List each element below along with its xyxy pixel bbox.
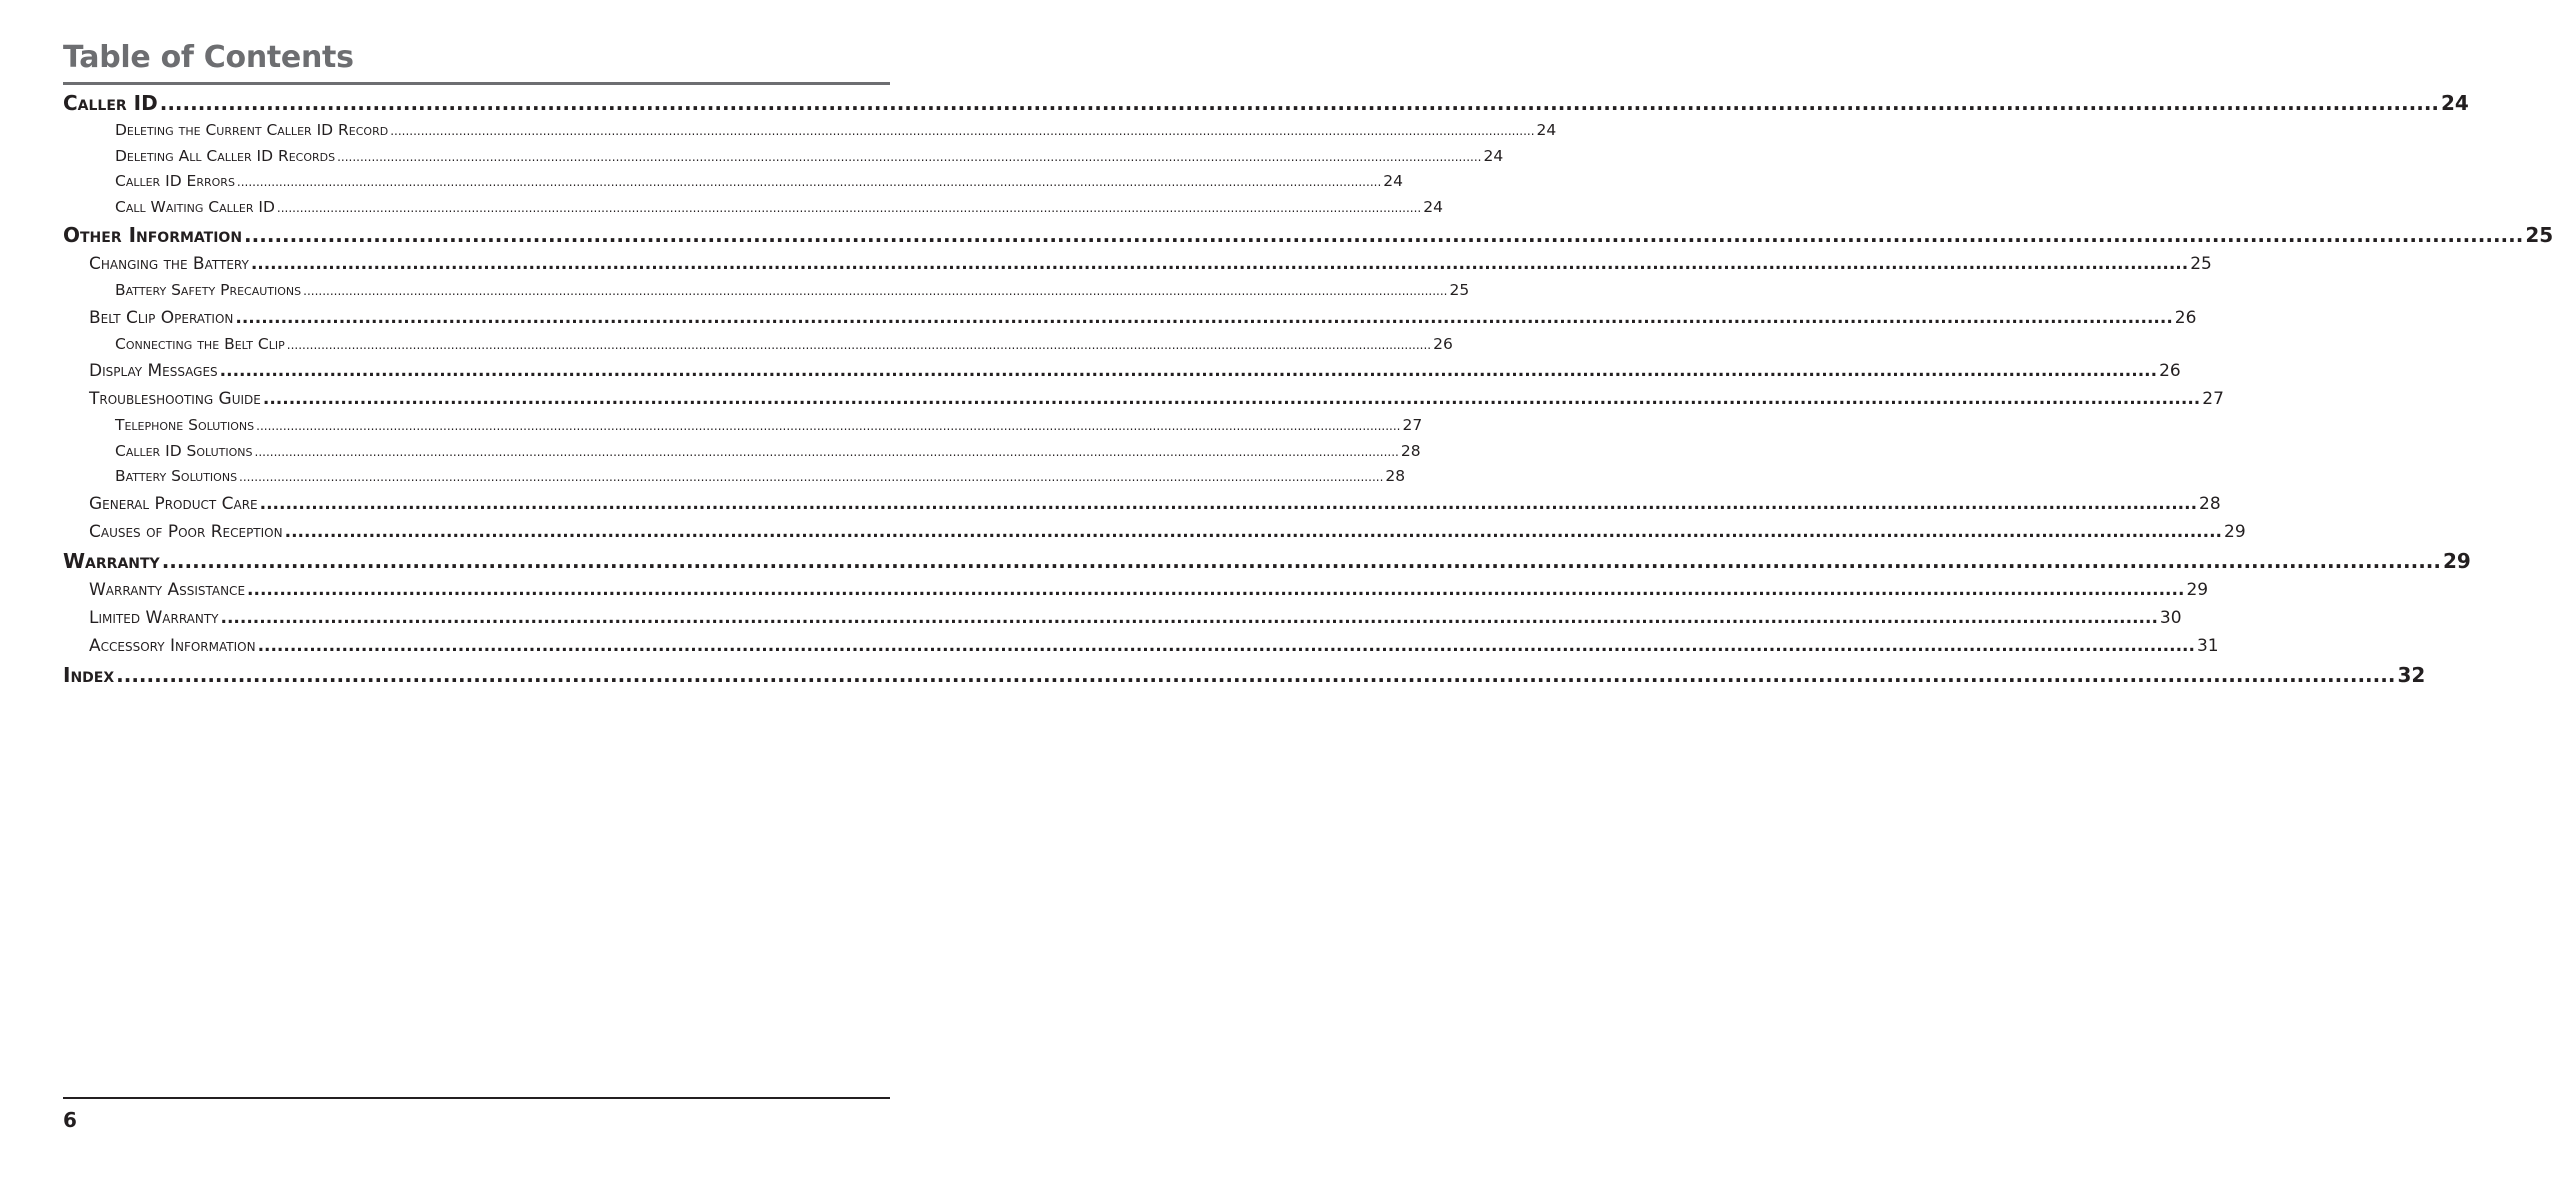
dot-leader: ............................................................................................................................................................................................................................................................................................................ [161, 548, 2441, 573]
toc-entry-title: Changing the Battery [89, 254, 249, 274]
toc-entry[interactable] [63, 278, 1470, 304]
toc-entry-title: Limited Warranty [89, 607, 219, 628]
dot-leader: ............................................................................................................................................................................................................................................................................................................ [254, 444, 1399, 459]
toc-entry-title: Belt Clip Operation [89, 307, 234, 328]
toc-entry-page: 29 [2443, 548, 2471, 573]
toc-entry-title: Warranty [63, 548, 160, 573]
toc-entry-page: 29 [2224, 521, 2246, 542]
toc-entry[interactable] [63, 195, 1443, 221]
toc-entry-title: Causes of Poor Reception [89, 521, 283, 542]
toc-entry-page: 24 [1483, 146, 1504, 165]
page-title: Table of Contents [63, 40, 354, 75]
toc-entry-page: 26 [1433, 334, 1453, 353]
toc-entry-title: Battery Safety Precautions [115, 281, 302, 299]
toc-entry[interactable] [63, 546, 2471, 576]
dot-leader: ............................................................................................................................................................................................................................................................................................................ [259, 493, 2198, 514]
dot-leader: ............................................................................................................................................................................................................................................................................................................ [250, 254, 2189, 274]
toc-entry[interactable] [63, 576, 2209, 604]
toc-entry-page: 26 [2159, 361, 2181, 381]
toc-entry-title: Display Messages [89, 361, 218, 381]
toc-entry-page: 25 [2525, 223, 2553, 247]
dot-leader: ............................................................................................................................................................................................................................................................................................................ [219, 361, 2158, 381]
toc-entry[interactable] [63, 385, 2224, 413]
toc-entry-page: 24 [2441, 91, 2469, 115]
dot-leader: ............................................................................................................................................................................................................................................................................................................ [257, 635, 2195, 656]
toc-entry-title: Other Information [63, 223, 243, 247]
dot-leader: ............................................................................................................................................................................................................................................................................................................ [239, 470, 1384, 484]
dot-leader: ............................................................................................................................................................................................................................................................................................................ [256, 419, 1401, 433]
toc-entry-title: Deleting the Current Caller ID Record [115, 121, 389, 139]
toc-entry-title: General Product Care [89, 493, 258, 514]
toc-entry[interactable] [63, 220, 2553, 250]
toc-entry[interactable] [63, 169, 1403, 195]
toc-entry-title: Battery Solutions [115, 467, 238, 485]
toc-entry-page: 26 [2174, 307, 2197, 328]
dot-leader: ............................................................................................................................................................................................................................................................................................................ [159, 91, 2440, 115]
toc-entry-page: 24 [1383, 172, 1403, 190]
dot-leader: ............................................................................................................................................................................................................................................................................................................ [116, 662, 2396, 687]
dot-leader: ............................................................................................................................................................................................................................................................................................................ [220, 607, 2158, 628]
dot-leader: ............................................................................................................................................................................................................................................................................................................ [276, 200, 1422, 215]
dot-leader: ............................................................................................................................................................................................................................................................................................................ [303, 284, 1448, 298]
toc-entry[interactable] [63, 357, 2181, 385]
dot-leader: ............................................................................................................................................................................................................................................................................................................ [337, 149, 1482, 164]
dot-leader: ............................................................................................................................................................................................................................................................................................................ [236, 175, 1382, 189]
toc-entry-title: Index [63, 662, 115, 687]
dot-leader: ............................................................................................................................................................................................................................................................................................................ [286, 337, 1432, 352]
toc-entry-page: 31 [2196, 635, 2219, 656]
title-rule [63, 82, 890, 85]
footer-rule [63, 1097, 890, 1099]
table-of-contents [63, 88, 2553, 690]
toc-entry[interactable] [63, 304, 2197, 332]
toc-entry-page: 29 [2186, 579, 2209, 600]
toc-entry[interactable] [63, 464, 1406, 490]
toc-entry-page: 24 [1536, 121, 1557, 139]
toc-entry[interactable] [63, 332, 1453, 358]
toc-entry[interactable] [63, 439, 1421, 465]
page-number: 6 [63, 1108, 77, 1132]
toc-entry-title: Caller ID Errors [115, 172, 235, 190]
toc-entry[interactable] [63, 490, 2221, 518]
toc-entry-page: 25 [1449, 281, 1470, 299]
toc-entry-page: 27 [1402, 416, 1423, 434]
dot-leader: ............................................................................................................................................................................................................................................................................................................ [247, 579, 2185, 600]
toc-entry[interactable] [63, 518, 2246, 546]
toc-entry-page: 30 [2159, 607, 2182, 628]
toc-entry[interactable] [63, 144, 1504, 170]
toc-entry-title: Call Waiting Caller ID [115, 197, 275, 216]
toc-entry[interactable] [63, 660, 2426, 690]
toc-entry[interactable] [63, 604, 2182, 632]
toc-entry[interactable] [63, 632, 2219, 660]
toc-entry[interactable] [63, 413, 1423, 439]
dot-leader: ............................................................................................................................................................................................................................................................................................................ [244, 223, 2524, 247]
toc-entry-page: 25 [2190, 254, 2212, 274]
toc-entry-page: 27 [2202, 389, 2224, 409]
toc-entry-title: Troubleshooting Guide [89, 389, 261, 409]
toc-entry-title: Caller ID [63, 91, 158, 115]
toc-entry-page: 28 [1400, 441, 1421, 460]
toc-entry[interactable] [63, 118, 1557, 144]
toc-entry-title: Deleting All Caller ID Records [115, 146, 336, 165]
toc-entry-page: 28 [2199, 493, 2221, 514]
toc-entry-title: Telephone Solutions [115, 416, 255, 434]
toc-entry-title: Connecting the Belt Clip [115, 334, 285, 353]
dot-leader: ............................................................................................................................................................................................................................................................................................................ [284, 521, 2223, 542]
toc-entry-title: Warranty Assistance [89, 579, 246, 600]
dot-leader: ............................................................................................................................................................................................................................................................................................................ [235, 307, 2173, 328]
toc-entry[interactable] [63, 88, 2469, 118]
dot-leader: ............................................................................................................................................................................................................................................................................................................ [262, 389, 2201, 409]
dot-leader: ............................................................................................................................................................................................................................................................................................................ [390, 124, 1535, 138]
toc-entry-page: 32 [2397, 662, 2426, 687]
toc-entry[interactable] [63, 250, 2212, 278]
toc-entry-title: Caller ID Solutions [115, 441, 253, 460]
toc-entry-title: Accessory Information [89, 635, 256, 656]
toc-entry-page: 28 [1385, 467, 1406, 485]
toc-entry-page: 24 [1423, 197, 1443, 216]
